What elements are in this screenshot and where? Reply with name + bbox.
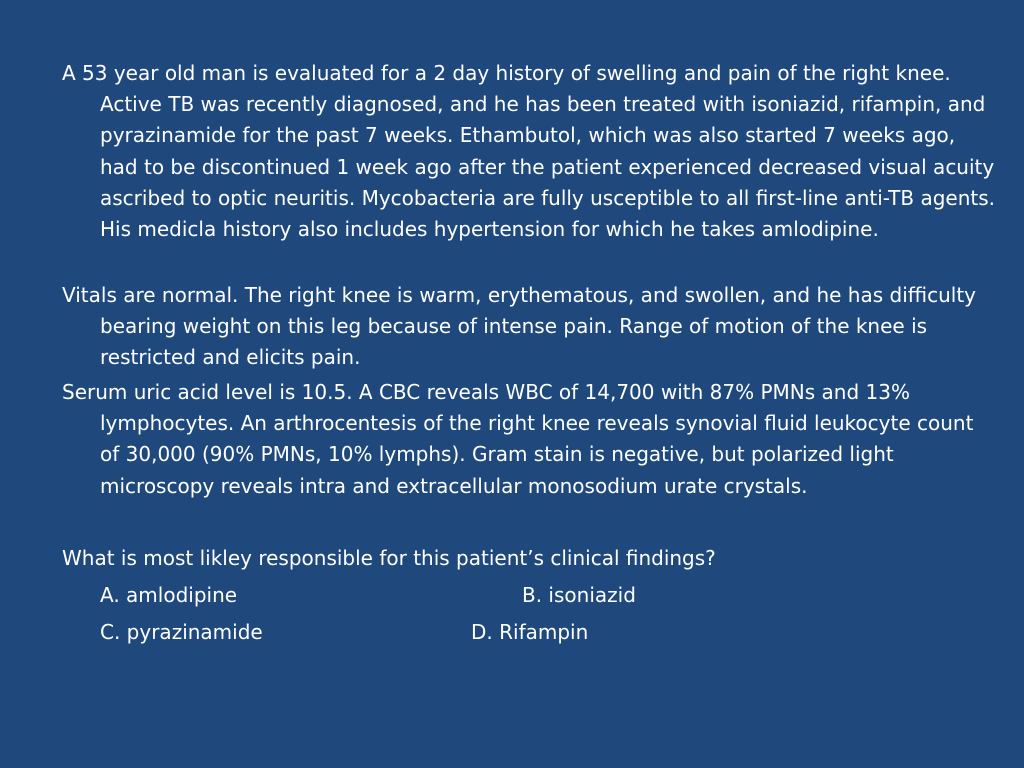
answer-option-d: D. Rifampin	[471, 620, 589, 644]
case-paragraph-exam: Vitals are normal. The right knee is warm, erythematous, and swollen, and he has difficulty bearing weight on this leg because of intense pain. Range of motion of the knee is restricted and elicits pain.	[62, 283, 977, 370]
answer-option-b: B. isoniazid	[522, 583, 636, 607]
question-text: What is most likley responsible for this patient’s clinical findings?	[62, 546, 716, 570]
answer-option-a: A. amlodipine	[100, 583, 238, 607]
case-paragraph-history: A 53 year old man is evaluated for a 2 day history of swelling and pain of the right knee. Active TB was recently diagnosed, and he has been treated with isoniazid, rifampin, and pyrazinamide for the past 7 weeks. Ethambutol, which was also started 7 weeks ago, had to be discontinued 1 week ago after the patient experienced decreased visual acuity ascribed to optic neuritis. Mycobacteria are fully usceptible to all first-line anti-TB agents. His medicla history also includes hypertension for which he takes amlodipine.	[62, 61, 995, 242]
answer-option-c: C. pyrazinamide	[100, 620, 263, 644]
case-paragraph-labs: Serum uric acid level is 10.5. A CBC reveals WBC of 14,700 with 87% PMNs and 13% lymphocytes. An arthrocentesis of the right knee reveals synovial fluid leukocyte count of 30,000 (90% PMNs, 10% lymphs). Gram stain is negative, but polarized light microscopy reveals intra and extracellular monosodium urate crystals.	[62, 380, 974, 498]
